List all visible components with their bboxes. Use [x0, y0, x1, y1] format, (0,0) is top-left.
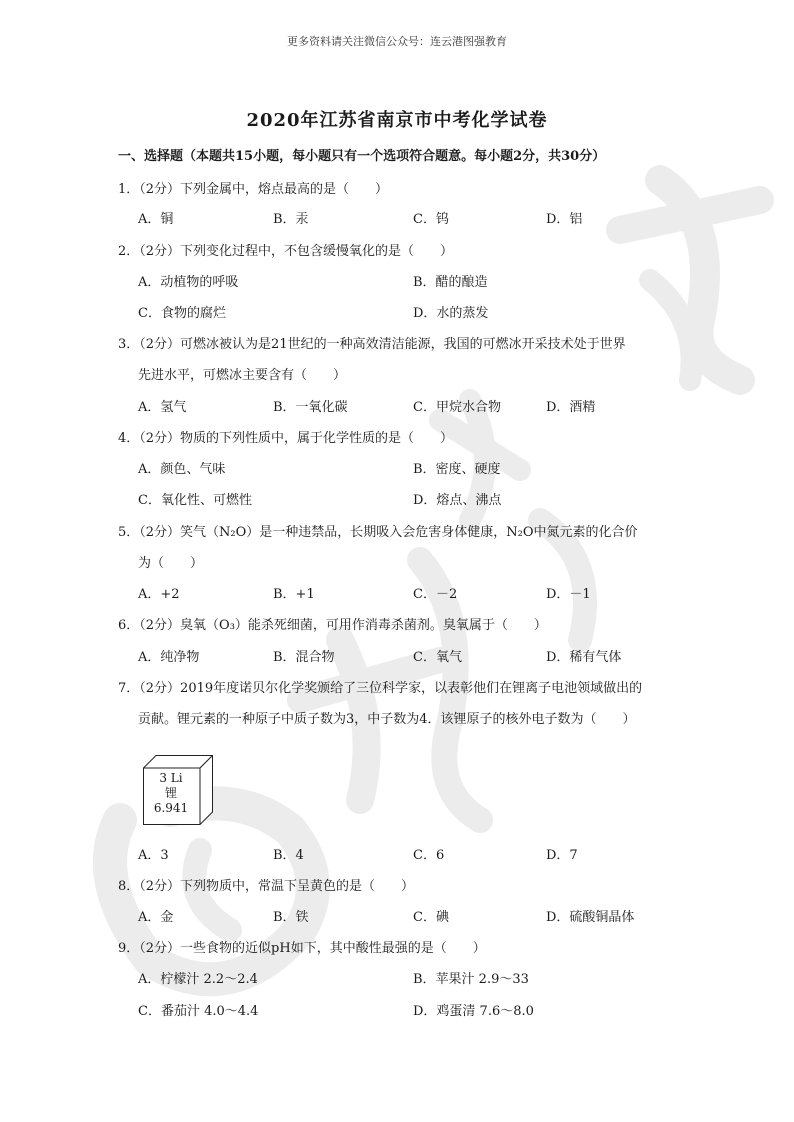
- question-6-option-c: C．氧气: [413, 650, 462, 665]
- question-2-option-d: D．水的蒸发: [413, 306, 489, 321]
- question-9-option-a: A．柠檬汁 2.2～2.4: [138, 972, 258, 987]
- question-9-stem: 9．（2分）一些食物的近似pH如下，其中酸性最强的是（ ）: [118, 941, 486, 956]
- question-1-stem: 1．（2分）下列金属中，熔点最高的是（ ）: [118, 182, 389, 197]
- question-8-stem: 8．（2分）下列物质中，常温下呈黄色的是（ ）: [118, 879, 415, 894]
- header-note: 更多资料请关注微信公众号：连云港图强教育: [287, 35, 507, 48]
- section-heading: 一、选择题（本题共15小题，每小题只有一个选项符合题意。每小题2分，共30分）: [118, 149, 606, 164]
- question-5-stem-line-1: 5．（2分）笑气（N₂O）是一种违禁品，长期吸入会危害身体健康，N₂O中氮元素的化合价: [118, 525, 638, 540]
- question-8-option-d: D．硫酸铜晶体: [546, 910, 635, 925]
- question-4-option-b: B．密度、硬度: [413, 462, 501, 477]
- question-7-option-c: C．6: [413, 848, 445, 863]
- question-3-option-d: D．酒精: [546, 400, 596, 415]
- question-2-option-b: B．醋的酿造: [413, 275, 488, 290]
- question-2-option-c: C．食物的腐烂: [138, 306, 226, 321]
- page-title: 2020年江苏省南京市中考化学试卷: [246, 110, 548, 131]
- question-9-option-c: C．番茄汁 4.0～4.4: [138, 1004, 259, 1019]
- question-8-option-b: B．铁: [273, 910, 309, 925]
- question-1-option-a: A．铜: [138, 212, 174, 227]
- question-3-option-b: B．一氧化碳: [273, 400, 348, 415]
- question-8-option-a: A．金: [138, 910, 174, 925]
- element-mass: 6.941: [153, 801, 189, 815]
- question-4-stem: 4．（2分）物质的下列性质中，属于化学性质的是（ ）: [118, 431, 454, 446]
- question-7-option-a: A．3: [138, 848, 169, 863]
- question-5-option-d: D．－1: [546, 587, 591, 602]
- question-9-option-d: D．鸡蛋清 7.6～8.0: [413, 1004, 534, 1019]
- question-7-option-b: B．4: [273, 848, 304, 863]
- question-6-option-b: B．混合物: [273, 650, 335, 665]
- question-3-stem-line-2: 先进水平，可燃冰主要含有（ ）: [138, 368, 347, 383]
- question-5-option-a: A．+2: [138, 587, 180, 602]
- question-5-option-b: B．+1: [273, 587, 315, 602]
- question-6-stem: 6．（2分）臭氧（O₃）能杀死细菌，可用作消毒杀菌剂。臭氧属于（ ）: [118, 618, 547, 633]
- question-3-stem-line-1: 3．（2分）可燃冰被认为是21世纪的一种高效清洁能源，我国的可燃冰开采技术处于世界: [118, 337, 626, 352]
- question-1-option-d: D．铝: [546, 212, 583, 227]
- question-1-option-b: B．汞: [273, 212, 309, 227]
- question-6-option-a: A．纯净物: [138, 650, 200, 665]
- question-4-option-a: A．颜色、气味: [138, 462, 226, 477]
- question-7-stem-line-1: 7．（2分）2019年度诺贝尔化学奖颁给了三位科学家，以表彰他们在锂离子电池领域做出的: [118, 681, 643, 696]
- question-3-option-a: A．氢气: [138, 400, 187, 415]
- question-4-option-d: D．熔点、沸点: [413, 493, 502, 508]
- question-1-option-c: C．钨: [413, 212, 449, 227]
- question-5-option-c: C．－2: [413, 587, 458, 602]
- question-2-option-a: A．动植物的呼吸: [138, 275, 239, 290]
- question-9-option-b: B．苹果汁 2.9～33: [413, 972, 529, 987]
- question-2-stem: 2．（2分）下列变化过程中，不包含缓慢氧化的是（ ）: [118, 244, 454, 259]
- question-6-option-d: D．稀有气体: [546, 650, 622, 665]
- question-8-option-c: C．碘: [413, 910, 449, 925]
- question-7-option-d: D．7: [546, 848, 578, 863]
- question-3-option-c: C．甲烷水合物: [413, 400, 501, 415]
- element-number-symbol: 3 Li: [159, 771, 183, 785]
- question-5-stem-line-2: 为（ ）: [138, 556, 204, 571]
- question-4-option-c: C．氧化性、可燃性: [138, 493, 252, 508]
- question-7-stem-line-2: 贡献。锂元素的一种原子中质子数为3，中子数为4．该锂原子的核外电子数为（ ）: [138, 712, 636, 727]
- element-name: 锂: [164, 786, 177, 800]
